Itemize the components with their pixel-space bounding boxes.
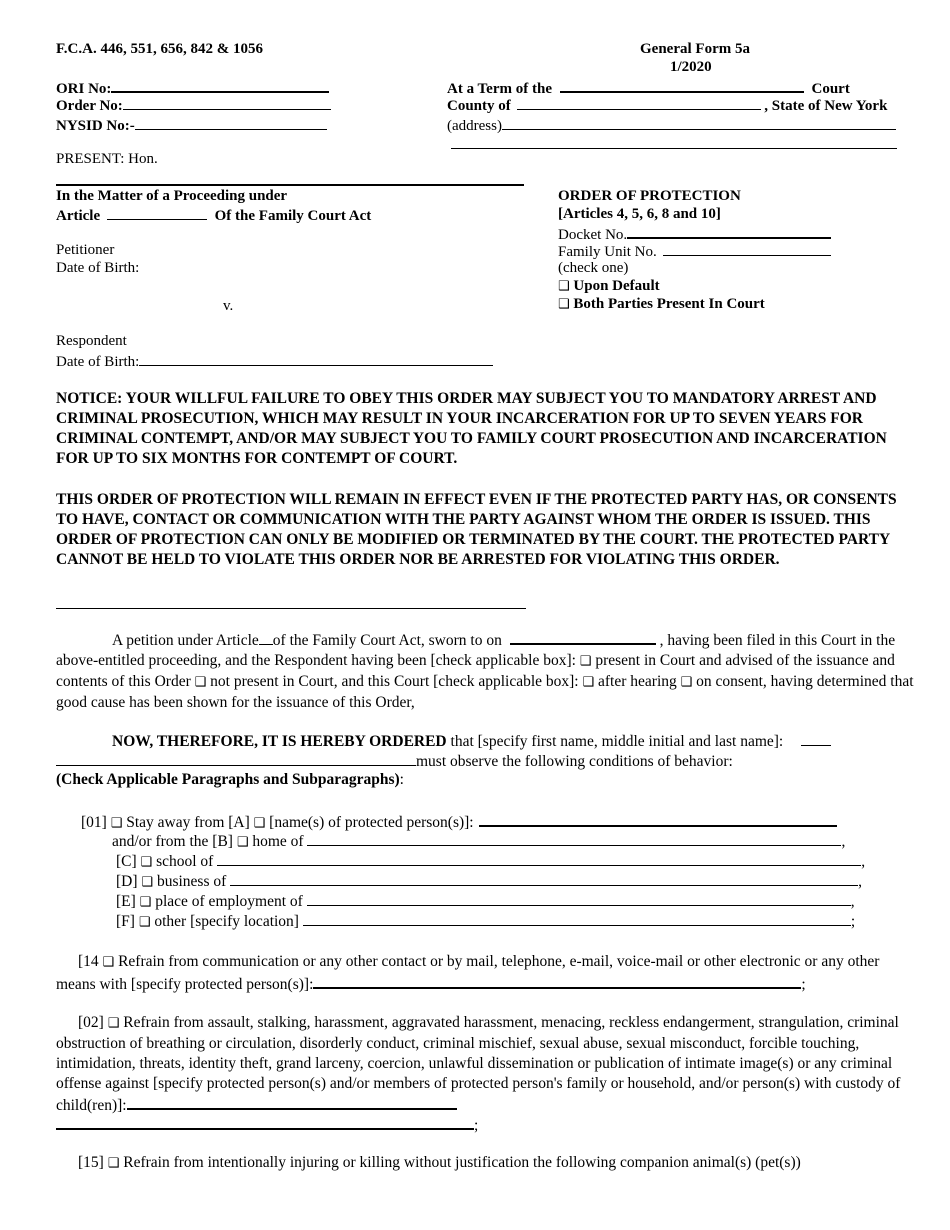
petition-text-6: after hearing (598, 673, 677, 690)
county-label: County of (447, 98, 511, 114)
communication-persons-field[interactable] (313, 973, 801, 989)
employment-label: place of employment of (155, 893, 303, 910)
ori-field[interactable] (111, 77, 329, 93)
checkbox-present-icon[interactable]: ❑ (579, 654, 592, 669)
family-court-act-label: Of the Family Court Act (214, 208, 372, 224)
check-paragraphs-line (56, 771, 404, 789)
ordered-line (112, 731, 831, 751)
petition-paragraph (56, 629, 914, 713)
employment-field[interactable] (307, 891, 851, 906)
sworn-date-field[interactable] (510, 629, 656, 645)
other-location-line (116, 911, 855, 932)
stay-away-a-checkbox-icon[interactable]: ❑ (253, 816, 266, 831)
checkbox-not-present-icon[interactable]: ❑ (194, 675, 207, 690)
family-unit-label: Family Unit No. (558, 244, 657, 260)
respondent-label: Respondent (56, 333, 127, 349)
employment-prefix: [E] (116, 893, 136, 910)
employment-end: , (850, 893, 855, 910)
form-name: General Form 5a (640, 41, 750, 57)
assault-persons-field-2[interactable] (56, 1114, 474, 1130)
checkbox-icon[interactable]: ❑ (558, 297, 570, 312)
home-label: home of (252, 833, 304, 850)
refrain-communication-text: Refrain from communication or any other contact or by mail, telephone, e-mail, voice-mail or other electronic or any other means with [specify protected person(s)]: (56, 953, 880, 993)
check-paragraphs-colon: : (399, 771, 404, 788)
option-upon-default[interactable] (558, 277, 660, 296)
refrain-assault-end: ; (474, 1117, 479, 1134)
term-label: At a Term of the (447, 81, 552, 97)
other-checkbox-icon[interactable]: ❑ (138, 915, 151, 930)
county-field[interactable] (517, 95, 761, 110)
nysid-field[interactable] (135, 115, 327, 130)
notice-divider (56, 608, 526, 609)
school-prefix: [C] (116, 853, 137, 870)
home-checkbox-icon[interactable]: ❑ (236, 835, 249, 850)
matter-line: In the Matter of a Proceeding under (56, 188, 288, 204)
option-both-present-label: Both Parties Present In Court (573, 296, 765, 312)
must-observe-line (56, 751, 733, 771)
address-label: (address) (447, 118, 502, 134)
refrain-assault-text: Refrain from assault, stalking, harassment, aggravated harassment, menacing, reckless endangerment, strangulation, criminal obstruction of breathing or circulation, disorderly conduct, criminal mischief, sexual abuse, sexual misconduct, forcible touching, intimidation, threats, identity theft, grand larceny, coercion, unlawful dissemination or publication of intimate image(s) or any criminal offense against [specify protected person(s) and/or members of protected person's family or household, and/or person(s) with custody of child(ren)]: (56, 1014, 901, 1114)
order-articles: [Articles 4, 5, 6, 8 and 10] (558, 206, 721, 222)
and-or-label: and/or from the [B] (112, 833, 233, 850)
school-line (116, 851, 865, 872)
state-label: , State of New York (764, 98, 888, 114)
refrain-assault-paragraph (56, 1013, 914, 1116)
nysid-label: NYSID No:- (56, 118, 135, 134)
other-end: ; (850, 913, 856, 930)
family-unit-row (558, 241, 831, 261)
business-label: business of (156, 873, 227, 890)
order-label: Order No: (56, 98, 123, 114)
assault-continuation-line (56, 1114, 478, 1135)
checkbox-after-hearing-icon[interactable]: ❑ (582, 675, 595, 690)
school-checkbox-icon[interactable]: ❑ (140, 855, 153, 870)
form-date: 1/2020 (670, 59, 712, 75)
respondent-name-field-1[interactable] (801, 731, 831, 746)
business-field[interactable] (230, 871, 858, 886)
stay-away-line (81, 811, 837, 833)
ori-label: ORI No: (56, 81, 112, 97)
refrain-assault-checkbox-icon[interactable]: ❑ (107, 1016, 120, 1031)
option-default-label: Upon Default (573, 278, 660, 294)
refrain-communication-checkbox-icon[interactable]: ❑ (102, 955, 115, 970)
business-end: , (858, 873, 863, 890)
refrain-communication-paragraph (56, 952, 914, 995)
article-field[interactable] (107, 205, 207, 220)
county-row (447, 95, 887, 115)
respondent-dob-field[interactable] (139, 351, 493, 366)
docket-field[interactable] (627, 223, 831, 239)
petition-text-1: A petition under Article (112, 632, 259, 649)
refrain-animals-line (78, 1154, 801, 1173)
article-label: Article (56, 208, 101, 224)
order-field[interactable] (123, 95, 331, 110)
business-prefix: [D] (116, 873, 138, 890)
stay-away-text: Stay away from [A] (126, 814, 250, 831)
checkbox-on-consent-icon[interactable]: ❑ (680, 675, 693, 690)
refrain-animals-number: [15] (78, 1154, 104, 1171)
checkbox-icon[interactable]: ❑ (558, 279, 570, 294)
check-paragraphs-label: (Check Applicable Paragraphs and Subparagraphs) (56, 771, 400, 788)
other-prefix: [F] (116, 913, 135, 930)
address-line-2[interactable] (451, 148, 897, 149)
business-checkbox-icon[interactable]: ❑ (141, 875, 154, 890)
other-location-field[interactable] (303, 911, 851, 926)
statute-reference: F.C.A. 446, 551, 656, 842 & 1056 (56, 41, 263, 57)
check-one-label: (check one) (558, 260, 629, 276)
refrain-communication-number: [14 (78, 953, 99, 970)
notice-paragraph-1: NOTICE: YOUR WILLFUL FAILURE TO OBEY THIS ORDER MAY SUBJECT YOU TO MANDATORY ARREST AND CRIMINAL PROSECUTION, WHICH MAY RESULT IN YOUR INCARCERATION FOR UP TO SEVEN YEARS FOR CRIMINAL CONTEMPT, AND/OR MAY SUBJECT YOU TO FAMILY COURT PROSECUTION AND INCARCERATION FOR UP TO SIX MONTHS FOR CONTEMPT OF COURT. (56, 390, 887, 467)
order-title: ORDER OF PROTECTION (558, 188, 741, 204)
refrain-animals-checkbox-icon[interactable]: ❑ (107, 1156, 120, 1171)
docket-label: Docket No. (558, 227, 628, 243)
must-observe-text: must observe the following conditions of behavior: (416, 753, 733, 770)
refrain-communication-end: ; (801, 976, 806, 993)
respondent-dob-label: Date of Birth: (56, 354, 140, 370)
petition-article-field[interactable] (259, 630, 273, 645)
article-row (56, 205, 371, 225)
employment-checkbox-icon[interactable]: ❑ (139, 895, 152, 910)
present-label: PRESENT: Hon. (56, 151, 158, 167)
stay-away-names-label: [name(s) of protected person(s)]: (269, 814, 474, 831)
versus-label: v. (223, 298, 234, 314)
business-line (116, 871, 862, 892)
order-row (56, 95, 331, 115)
address-field[interactable] (502, 115, 896, 130)
nysid-row (56, 115, 327, 135)
court-term-field[interactable] (560, 77, 804, 93)
home-line (112, 831, 845, 852)
school-end: , (861, 853, 866, 870)
employment-line (116, 891, 855, 912)
option-both-present[interactable] (558, 295, 765, 314)
family-unit-field[interactable] (663, 241, 831, 256)
school-label: school of (156, 853, 214, 870)
assault-persons-field-1[interactable] (127, 1094, 457, 1110)
petition-text-7: on consent, having determined that good cause has been shown for the issuance of this Order, (56, 673, 914, 711)
other-label: other [specify location] (154, 913, 299, 930)
petition-text-4: present in Court and advised of the issuance and contents of this Order (56, 652, 895, 690)
protected-persons-field[interactable] (479, 811, 837, 827)
refrain-animals-text: Refrain from intentionally injuring or killing without justification the following companion animal(s) (pet(s)) (123, 1154, 801, 1171)
petition-text-3: , having been filed in this Court in the above-entitled proceeding, and the Respondent having been [check applicable box]: (56, 632, 896, 669)
stay-away-checkbox-icon[interactable]: ❑ (110, 816, 123, 831)
petitioner-label: Petitioner (56, 242, 115, 258)
caption-divider (56, 184, 524, 186)
home-end: , (841, 833, 846, 850)
address-row (447, 115, 896, 135)
respondent-name-field-2[interactable] (56, 751, 416, 766)
home-field[interactable] (307, 831, 841, 846)
court-label: Court (811, 81, 850, 97)
ordered-lead: NOW, THEREFORE, IT IS HEREBY ORDERED (112, 733, 447, 750)
school-field[interactable] (217, 851, 861, 866)
stay-away-number: [01] (81, 814, 107, 831)
respondent-dob-row (56, 351, 493, 371)
petition-text-2: of the Family Court Act, sworn to on (272, 632, 502, 649)
petitioner-dob-label: Date of Birth: (56, 260, 140, 276)
notice-paragraph-2: THIS ORDER OF PROTECTION WILL REMAIN IN EFFECT EVEN IF THE PROTECTED PARTY HAS, OR CONSENTS TO HAVE, CONTACT OR COMMUNICATION WITH THE PARTY AGAINST WHOM THE ORDER IS ISSUED. THIS ORDER OF PROTECTION CAN ONLY BE MODIFIED OR TERMINATED BY THE COURT. THE PROTECTED PARTY CANNOT BE HELD TO VIOLATE THIS ORDER NOR BE ARRESTED FOR VIOLATING THIS ORDER. (56, 491, 897, 568)
ordered-rest: that [specify first name, middle initial and last name]: (450, 733, 784, 750)
petition-text-5: not present in Court, and this Court [check applicable box]: (210, 673, 579, 690)
refrain-assault-number: [02] (78, 1014, 104, 1031)
